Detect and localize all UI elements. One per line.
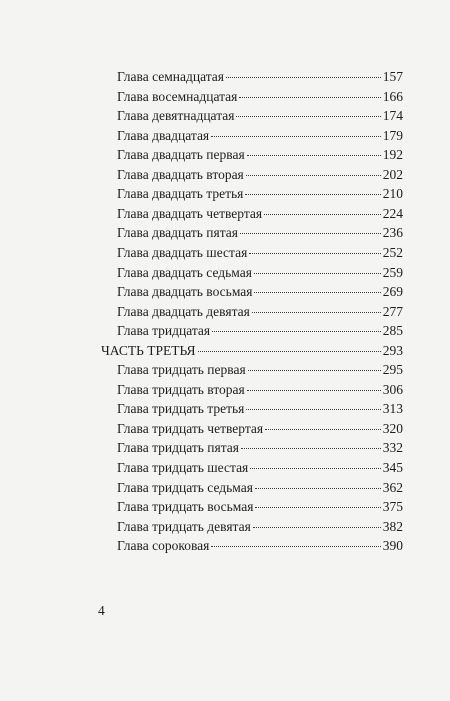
toc-chapter-entry [117,321,403,341]
toc-entry-title: Глава тридцать третья [117,401,245,416]
toc-chapter-entry [117,145,403,165]
toc-entry-page: 390 [382,538,403,553]
toc-chapter-entry [117,458,403,478]
toc-chapter-entry [117,360,403,380]
toc-entry-page: 345 [382,460,403,475]
toc-dot-leader [247,155,381,156]
toc-chapter-entry [117,380,403,400]
toc-entry-title: Глава двадцать вторая [117,167,244,182]
toc-dot-leader [211,546,380,547]
toc-entry-title: Глава двадцать первая [117,147,245,162]
toc-entry-title: ЧАСТЬ ТРЕТЬЯ [101,343,196,358]
toc-entry-title: Глава двадцать седьмая [117,265,252,280]
toc-chapter-entry [117,223,403,243]
toc-entry-title: Глава двадцать пятая [117,225,239,240]
toc-entry-title: Глава тридцать вторая [117,382,245,397]
toc-dot-leader [240,233,381,234]
toc-entry-title: Глава тридцать восьмая [117,499,254,514]
toc-entry-title: Глава тридцать девятая [117,519,251,534]
toc-entry-title: Глава восемнадцатая [117,89,238,104]
toc-entry-page: 332 [382,440,403,455]
toc-entry-page: 202 [382,167,403,182]
toc-chapter-entry [117,302,403,322]
toc-dot-leader [249,253,380,254]
toc-entry-title: Глава двадцать четвертая [117,206,263,221]
toc-chapter-entry [117,263,403,283]
toc-entry-title: Глава тридцать седьмая [117,480,253,495]
toc-chapter-entry [117,536,403,556]
toc-entry-page: 269 [382,284,403,299]
toc-part-entry [101,341,403,361]
toc-dot-leader [248,370,381,371]
toc-entry-title: Глава тридцатая [117,323,211,338]
toc-dot-leader [265,429,381,430]
toc-entry-page: 236 [382,225,403,240]
toc-entry-page: 157 [382,69,403,84]
toc-dot-leader [255,488,381,489]
toc-chapter-entry [117,126,403,146]
toc-dot-leader [198,351,381,352]
toc-entry-title: Глава девятнадцатая [117,108,235,123]
toc-chapter-entry [117,204,403,224]
toc-chapter-entry [117,399,403,419]
toc-chapter-entry [117,517,403,537]
toc-dot-leader [236,116,380,117]
toc-chapter-entry [117,243,403,263]
toc-dot-leader [255,507,380,508]
toc-dot-leader [246,175,381,176]
toc-entry-title: Глава тридцать шестая [117,460,249,475]
toc-entry-page: 320 [382,421,403,436]
toc-entry-page: 277 [382,304,403,319]
toc-dot-leader [250,468,380,469]
page-number: 4 [98,603,105,618]
toc-dot-leader [239,97,380,98]
toc-dot-leader [211,136,381,137]
toc-dot-leader [254,292,380,293]
toc-entry-title: Глава двадцать восьмая [117,284,253,299]
toc-entry-title: Глава двадцатая [117,128,210,143]
toc-entry-title: Глава двадцать третья [117,186,244,201]
toc-entry-page: 375 [382,499,403,514]
toc-dot-leader [212,331,381,332]
toc-chapter-entry [117,106,403,126]
toc-entry-title: Глава тридцать четвертая [117,421,264,436]
toc-chapter-entry [117,87,403,107]
toc-entry-title: Глава сороковая [117,538,210,553]
toc-entry-page: 179 [382,128,403,143]
toc-chapter-entry [117,67,403,87]
toc-entry-page: 252 [382,245,403,260]
toc-entry-title: Глава тридцать пятая [117,440,239,455]
toc-dot-leader [226,77,381,78]
toc-entry-page: 362 [382,480,403,495]
toc-entry-title: Глава семнадцатая [117,69,224,84]
toc-entry-page: 210 [382,186,403,201]
toc-entry-page: 306 [382,382,403,397]
toc-entry-page: 166 [382,89,403,104]
toc-entry-page: 295 [382,362,403,377]
toc-entry-page: 224 [382,206,403,221]
toc-entry-page: 192 [382,147,403,162]
toc-chapter-entry [117,165,403,185]
toc-chapter-entry [117,497,403,517]
toc-entry-page: 285 [382,323,403,338]
toc-entry-title: Глава двадцать девятая [117,304,250,319]
toc-chapter-entry [117,478,403,498]
toc-entry-page: 313 [382,401,403,416]
toc-entry-page: 293 [382,343,403,358]
toc-entry-page: 259 [382,265,403,280]
toc-entry-page: 174 [382,108,403,123]
toc-dot-leader [254,273,381,274]
toc-dot-leader [264,214,381,215]
toc-entry-title: Глава тридцать первая [117,362,246,377]
toc-dot-leader [247,390,381,391]
toc-dot-leader [241,448,381,449]
toc-dot-leader [246,409,380,410]
toc-dot-leader [245,194,380,195]
toc-dot-leader [252,312,381,313]
toc-chapter-entry [117,438,403,458]
toc-entry-page: 382 [382,519,403,534]
toc-chapter-entry [117,419,403,439]
toc-dot-leader [253,527,381,528]
toc-chapter-entry [117,282,403,302]
toc-entry-title: Глава двадцать шестая [117,245,248,260]
toc-chapter-entry [117,184,403,204]
